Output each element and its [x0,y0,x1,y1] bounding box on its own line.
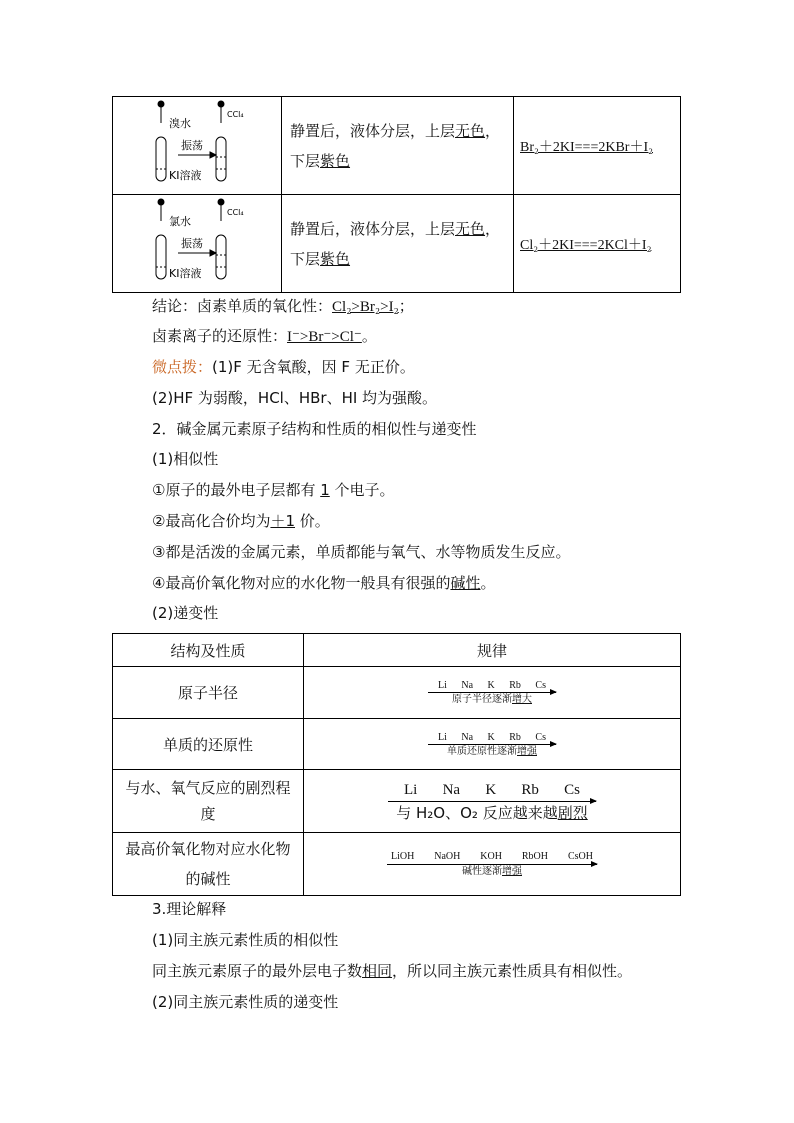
section-2-title: 2．碱金属元素原子结构和性质的相似性与递变性 [152,420,477,438]
section-3-text-1: 同主族元素原子的最外层电子数相同，所以同主族元素性质具有相似性。 [152,962,633,980]
svg-text:KI溶液: KI溶液 [169,267,202,280]
similarity-item-2: ②最高化合价均为＋1 价。 [152,512,330,530]
section-3-sub-1: (1)同主族元素性质的相似性 [152,931,339,949]
svg-text:KI溶液: KI溶液 [169,169,202,182]
equation-cell: Cl₂＋2KI===2KCl＋I₂ [514,195,681,293]
header-structure: 结构及性质 [113,634,304,667]
trend-cell: Li Na K Rb Cs 与 H₂O、O₂ 反应越来越剧烈 [304,770,681,833]
arrow-icon [388,801,596,802]
observation-cell: 静置后，液体分层，上层无色， 下层紫色 [282,195,514,293]
arrow-icon [387,864,597,865]
experiment-diagram [113,97,282,195]
arrow-icon [428,744,556,745]
equation-cell: Br₂＋2KI===2KBr＋I₂ [514,97,681,195]
similarity-item-1: ①原子的最外电子层都有 1 个电子。 [152,481,395,499]
property-cell: 与水、氧气反应的剧烈程 度 [113,770,304,833]
section-3-title: 3.理论解释 [152,900,227,918]
trend-cell: Li Na K Rb Cs 原子半径逐渐增大 [304,667,681,719]
similarity-item-4: ④最高价氧化物对应的水化物一般具有很强的碱性。 [152,574,496,592]
header-rule: 规律 [304,634,681,667]
property-cell: 单质的还原性 [113,719,304,770]
arrow-icon [428,692,556,693]
svg-text:CCl₄: CCl₄ [227,110,244,119]
tip-line: 微点拨：(1)F 无含氧酸，因 F 无正价。 [152,358,415,376]
table-header-row [113,634,681,667]
trend-table [112,633,681,896]
trend-cell: Li Na K Rb Cs 单质还原性逐渐增强 [304,719,681,770]
svg-text:CCl₄: CCl₄ [227,208,244,217]
experiment-diagram [113,195,282,293]
svg-text:振荡: 振荡 [181,237,203,250]
table-row [113,667,681,719]
table-row [113,97,681,195]
similarity-item-3: ③都是活泼的金属元素，单质都能与氧气、水等物质发生反应。 [152,543,571,561]
tip-line-2: (2)HF 为弱酸，HCl、HBr、HI 均为强酸。 [152,389,438,407]
tip-label: 微点拨： [152,358,213,376]
property-cell: 原子半径 [113,667,304,719]
trend-cell: LiOH NaOH KOH RbOH CsOH 碱性逐渐增强 [304,833,681,896]
test-tube-diagram [113,97,281,194]
table-row [113,195,681,293]
svg-text:振荡: 振荡 [181,139,203,152]
svg-text:溴水: 溴水 [169,117,191,130]
svg-text:氯水: 氯水 [169,215,191,228]
observation-cell: 静置后，液体分层，上层无色， 下层紫色 [282,97,514,195]
table-row [113,770,681,833]
conclusion-line: 结论：卤素单质的氧化性：Cl₂>Br₂>I₂； [152,297,414,315]
reducibility-line: 卤素离子的还原性：I⁻>Br⁻>Cl⁻。 [152,327,377,345]
test-tube-diagram [113,195,281,292]
section-3-sub-2: (2)同主族元素性质的递变性 [152,993,339,1011]
table-row [113,719,681,770]
similarity-title: (1)相似性 [152,450,219,468]
experiment-table [112,96,681,293]
table-row [113,833,681,896]
trend-title: (2)递变性 [152,604,219,622]
property-cell: 最高价氧化物对应水化物 的碱性 [113,833,304,896]
